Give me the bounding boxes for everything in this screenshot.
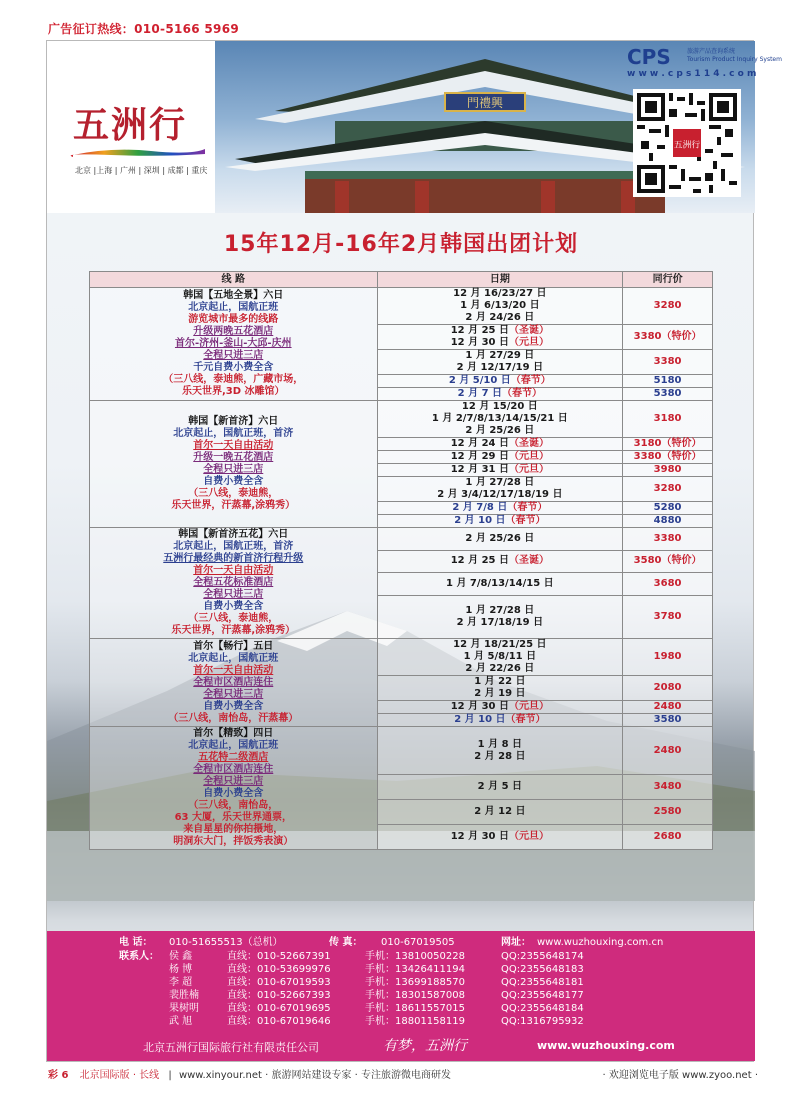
route-feature: 北京起止，国航正班 (188, 302, 279, 313)
route-feature: （三八线，南怡岛，汗蒸幕） (168, 712, 299, 724)
main-phone[interactable]: 010-51655513（总机） (169, 937, 283, 948)
departure-date: 2 月 22/26 日 (465, 663, 535, 674)
qr-center-logo: 五洲行 (673, 140, 701, 151)
mobile-number[interactable]: 手机：13426411194 (365, 964, 465, 975)
departure-date: 12 月 30 日（元旦） (450, 337, 549, 348)
price-cell: 3580（特价） (623, 550, 713, 573)
holiday-note: （春节） (505, 515, 546, 526)
route-feature: 全程只进三店 (203, 688, 264, 700)
price-cell: 5380 (623, 388, 713, 401)
date-cell (377, 714, 623, 727)
price-cell: 2480 (623, 701, 713, 714)
table-header-row (90, 272, 713, 288)
page-footer: 彩 6 北京国际版 · 长线 | www.xinyour.net · 旅游网站建设专家 · 专注旅游微电商研发 · 欢迎浏览电子版 www.zyoo.net · (48, 1066, 758, 1081)
departure-date: 2 月 19 日 (474, 688, 526, 699)
route-feature: 自费小费全含 (203, 601, 264, 612)
column-header-price: 同行价 (623, 272, 713, 288)
cps-badge (627, 45, 782, 85)
date-cell (377, 515, 623, 528)
departure-date: 2 月 24/26 日 (465, 312, 535, 323)
holiday-note: （春节） (505, 714, 546, 725)
web-label: 网址： (501, 937, 531, 948)
route-feature: 明洞东大门，拌饭秀表演） (173, 836, 294, 847)
cps-title: CPS (627, 45, 671, 69)
date-cell (377, 350, 623, 375)
date-cell (377, 477, 623, 502)
contact-name: 果树明 (169, 1003, 199, 1014)
route-cell (90, 528, 378, 639)
holiday-note: （元旦） (508, 464, 549, 475)
date-cell (377, 438, 623, 451)
departure-date: 1 月 8 日 (477, 738, 523, 750)
price-cell: 3380（特价） (623, 325, 713, 350)
header (47, 41, 782, 213)
departure-date: 2 月 7/8 日（春节） (452, 502, 548, 513)
route-feature: 千元自费小费全含 (193, 362, 274, 373)
fax-number: 010-67019505 (381, 937, 455, 948)
route-feature: 全程只进三店 (203, 464, 264, 475)
date-cell (377, 502, 623, 515)
cps-url[interactable]: w w w . c p s 1 1 4 . c o m (627, 69, 757, 79)
branch-cities: 北京 |上海 | 广州 | 深圳 | 成都 | 重庆 (75, 166, 208, 175)
price-cell: 3180（特价） (623, 438, 713, 451)
departure-date: 12 月 18/21/25 日 (453, 639, 547, 650)
price-cell: 3280 (623, 477, 713, 502)
departure-date: 1 月 27/28 日 (465, 477, 535, 488)
date-cell (377, 800, 623, 825)
mobile-number[interactable]: 手机：18801158119 (365, 1016, 465, 1027)
route-feature: 升级一晚五花酒店 (193, 452, 274, 463)
route-feature: 北京起止，国航正班 (188, 652, 279, 664)
table-row (90, 727, 713, 775)
route-feature: （三八线，南怡岛， (188, 800, 279, 811)
date-cell (377, 528, 623, 551)
table-row (90, 401, 713, 438)
mobile-number[interactable]: 手机：13699188570 (365, 977, 465, 988)
route-feature: （三八线，泰迪熊， (188, 613, 279, 624)
route-name: 韩国【新首济五花】六日 (178, 529, 289, 540)
departure-date: 1 月 6/13/20 日 (460, 300, 540, 311)
date-cell (377, 676, 623, 701)
column-header-route: 线 路 (90, 272, 378, 288)
date-cell (377, 288, 623, 325)
departure-date: 2 月 5 日 (477, 781, 523, 793)
route-feature: 北京起止，国航正班，首济 (173, 428, 294, 439)
departure-date: 12 月 30 日（元旦） (450, 831, 549, 842)
price-cell: 3180 (623, 401, 713, 438)
route-cell (90, 288, 378, 401)
qq-number[interactable]: QQ:2355648184 (501, 1003, 584, 1014)
route-feature: 游览城市最多的线路 (188, 314, 279, 325)
tour-plan-table (89, 271, 713, 850)
price-cell: 2680 (623, 825, 713, 850)
departure-date: 2 月 28 日 (474, 750, 526, 762)
flyer (46, 40, 782, 1062)
price-cell: 3380（特价） (623, 451, 713, 464)
departure-date: 2 月 10 日（春节） (454, 515, 546, 526)
column-header-date: 日期 (377, 272, 623, 288)
table-row (90, 288, 713, 325)
route-feature: （三八线，泰迪熊，广藏市场， (163, 374, 304, 385)
palace-sign: 門禮興 (466, 96, 504, 110)
contact-name: 侯 鑫 (169, 951, 193, 962)
contact-name: 武 旭 (169, 1016, 193, 1027)
route-feature: 自费小费全含 (203, 476, 264, 487)
ad-hotline: 广告征订热线：010-5166 5969 (48, 22, 240, 36)
departure-date: 2 月 3/4/12/17/18/19 日 (437, 489, 563, 500)
direct-line[interactable]: 直线：010-52667393 (227, 990, 331, 1001)
date-cell (377, 727, 623, 775)
contact-name: 杨 博 (169, 964, 193, 975)
price-cell: 3380 (623, 350, 713, 375)
holiday-note: （元旦） (508, 337, 549, 348)
route-feature: 首尔一天自由活动 (193, 664, 274, 676)
holiday-note: （圣诞） (508, 325, 549, 336)
edition-label: 北京国际版 · 长线 (79, 1070, 160, 1081)
date-cell (377, 401, 623, 438)
contact-name: 李 超 (169, 977, 193, 988)
route-feature: （三八线，泰迪熊， (188, 488, 279, 499)
route-feature: 首尔一天自由活动 (193, 440, 274, 451)
departure-date: 2 月 12 日 (474, 806, 526, 818)
table-row (90, 639, 713, 676)
price-cell: 2580 (623, 800, 713, 825)
route-name: 韩国【五地全景】六日 (183, 290, 284, 301)
holiday-note: （春节） (502, 388, 543, 399)
holiday-note: （元旦） (508, 831, 549, 842)
holiday-note: （元旦） (508, 451, 549, 462)
price-cell: 3380 (623, 528, 713, 551)
date-cell (377, 825, 623, 850)
departure-date: 12 月 25 日（圣诞） (450, 325, 549, 336)
route-name: 首尔【畅行】五日 (193, 640, 274, 652)
phone-label: 电 话： (119, 937, 153, 948)
departure-date: 1 月 2/7/8/13/14/15/21 日 (431, 413, 568, 424)
route-feature: 五洲行最经典的新首济行程升级 (163, 553, 304, 564)
date-cell (377, 775, 623, 800)
price-cell: 3680 (623, 573, 713, 596)
qr-code[interactable] (633, 89, 741, 197)
mobile-number[interactable]: 手机：13810050228 (365, 951, 465, 962)
price-cell: 5180 (623, 375, 713, 388)
price-cell: 5280 (623, 502, 713, 515)
holiday-note: （圣诞） (508, 438, 549, 449)
price-cell: 1980 (623, 639, 713, 676)
route-cell (90, 401, 378, 528)
table-row (90, 528, 713, 551)
date-cell (377, 325, 623, 350)
departure-date: 12 月 24 日（圣诞） (450, 438, 549, 449)
departure-date: 2 月 5/10 日（春节） (448, 375, 551, 386)
route-feature: 首尔一天自由活动 (193, 565, 274, 576)
qq-number[interactable]: QQ:2355648174 (501, 951, 584, 962)
departure-date: 1 月 5/8/11 日 (463, 651, 537, 662)
route-name: 首尔【精致】四日 (193, 728, 274, 739)
route-feature: 自费小费全含 (203, 700, 264, 712)
departure-date: 2 月 12/17/19 日 (456, 362, 544, 373)
holiday-note: （元旦） (508, 701, 549, 712)
holiday-note: （春节） (507, 502, 548, 513)
price-cell: 2080 (623, 676, 713, 701)
date-cell (377, 573, 623, 596)
departure-date: 1 月 27/29 日 (465, 350, 535, 361)
company-site-link[interactable]: www.wuzhouxing.com (537, 1039, 675, 1052)
date-cell (377, 375, 623, 388)
departure-date: 2 月 10 日（春节） (454, 714, 546, 725)
route-feature: 全程市区酒店连住 (193, 764, 274, 775)
departure-date: 12 月 31 日（元旦） (450, 464, 549, 475)
route-feature: 五花特二级酒店 (198, 752, 269, 763)
footer-ad-text[interactable]: www.xinyour.net · 旅游网站建设专家 · 专注旅游微电商研发 (178, 1070, 451, 1081)
route-feature: 全程市区酒店连住 (193, 676, 274, 688)
page-title: 15年12月-16年2月韩国出团计划 (223, 232, 579, 257)
website-link[interactable]: www.wuzhouxing.com.cn (537, 937, 664, 948)
route-name: 韩国【新首济】六日 (188, 416, 279, 427)
contact-panel (47, 931, 755, 1061)
route-feature: 来自星星的你拍摄地， (183, 824, 284, 835)
price-cell: 3580 (623, 714, 713, 727)
holiday-note: （春节） (510, 375, 551, 386)
price-cell: 3480 (623, 775, 713, 800)
mobile-number[interactable]: 手机：18611557015 (365, 1003, 465, 1014)
route-feature: 乐天世界，汗蒸幕,涂鸦秀） (171, 625, 296, 636)
holiday-note: （圣诞） (508, 555, 549, 567)
route-feature: 北京起止，国航正班，首济 (173, 541, 294, 552)
departure-date: 12 月 15/20 日 (461, 401, 538, 412)
departure-date: 2 月 25/26 日 (465, 425, 535, 436)
departure-date: 12 月 16/23/27 日 (453, 288, 547, 299)
direct-line[interactable]: 直线：010-53699976 (227, 964, 331, 975)
date-cell (377, 701, 623, 714)
direct-line[interactable]: 直线：010-67019593 (227, 977, 331, 988)
departure-date: 12 月 29 日（元旦） (450, 451, 549, 462)
qq-number[interactable]: QQ:2355648177 (501, 990, 584, 1001)
brand-logo: 五洲行 (73, 104, 188, 146)
route-feature: 63 大厦，乐天世界通票， (174, 812, 292, 823)
date-cell (377, 639, 623, 676)
price-cell: 3280 (623, 288, 713, 325)
route-feature: 升级两晚五花酒店 (193, 326, 274, 337)
page-number: 彩 6 (48, 1070, 69, 1081)
cps-subtitle: 旅游产品查询系统 Tourism Product Inquiry System (687, 48, 782, 63)
qq-number[interactable]: QQ:1316795932 (501, 1016, 584, 1027)
price-cell: 2480 (623, 727, 713, 775)
company-name: 北京五洲行国际旅行社有限责任公司 (143, 1041, 319, 1054)
departure-date: 1 月 22 日 (474, 676, 526, 687)
route-feature: 北京起止，国航正班 (188, 740, 279, 751)
contact-name: 裴胜楠 (169, 990, 199, 1001)
date-cell (377, 550, 623, 573)
departure-date: 2 月 25/26 日 (465, 532, 535, 544)
direct-line[interactable]: 直线：010-67019646 (227, 1016, 331, 1027)
date-cell (377, 388, 623, 401)
price-cell: 4880 (623, 515, 713, 528)
date-cell (377, 464, 623, 477)
date-cell (377, 595, 623, 638)
departure-date: 2 月 17/18/19 日 (456, 616, 544, 628)
departure-date: 12 月 25 日（圣诞） (450, 555, 549, 567)
route-cell (90, 639, 378, 727)
departure-date: 1 月 7/8/13/14/15 日 (446, 577, 554, 589)
route-feature: 全程只进三店 (203, 776, 264, 787)
route-cell (90, 727, 378, 850)
route-feature: 乐天世界,3D 冰雕馆） (181, 386, 285, 397)
qq-number[interactable]: QQ:2355648181 (501, 977, 584, 988)
direct-line[interactable]: 直线：010-52667391 (227, 951, 331, 962)
direct-line[interactable]: 直线：010-67019695 (227, 1003, 331, 1014)
footer-right-text[interactable]: · 欢迎浏览电子版 www.zyoo.net · (602, 1070, 758, 1081)
fax-label: 传 真： (329, 937, 363, 948)
rainbow-brush-icon (71, 145, 207, 159)
route-feature: 全程五花标准酒店 (193, 577, 274, 588)
slogan: 有梦，五洲行 (383, 1038, 467, 1054)
departure-date: 12 月 30 日（元旦） (450, 701, 549, 712)
departure-date: 1 月 27/28 日 (465, 604, 535, 616)
price-cell: 3980 (623, 464, 713, 477)
route-feature: 全程只进三店 (203, 350, 264, 361)
mobile-number[interactable]: 手机：18301587008 (365, 990, 465, 1001)
departure-date: 2 月 7 日（春节） (457, 388, 543, 399)
route-feature: 全程只进三店 (203, 589, 264, 600)
date-cell (377, 451, 623, 464)
contacts-label: 联系人： (119, 951, 159, 962)
route-feature: 乐天世界，汗蒸幕,涂鸦秀） (171, 500, 296, 511)
route-feature: 自费小费全含 (203, 788, 264, 799)
route-feature: 首尔-济州-釜山-大邱-庆州 (174, 338, 292, 349)
qq-number[interactable]: QQ:2355648183 (501, 964, 584, 975)
price-cell: 3780 (623, 595, 713, 638)
